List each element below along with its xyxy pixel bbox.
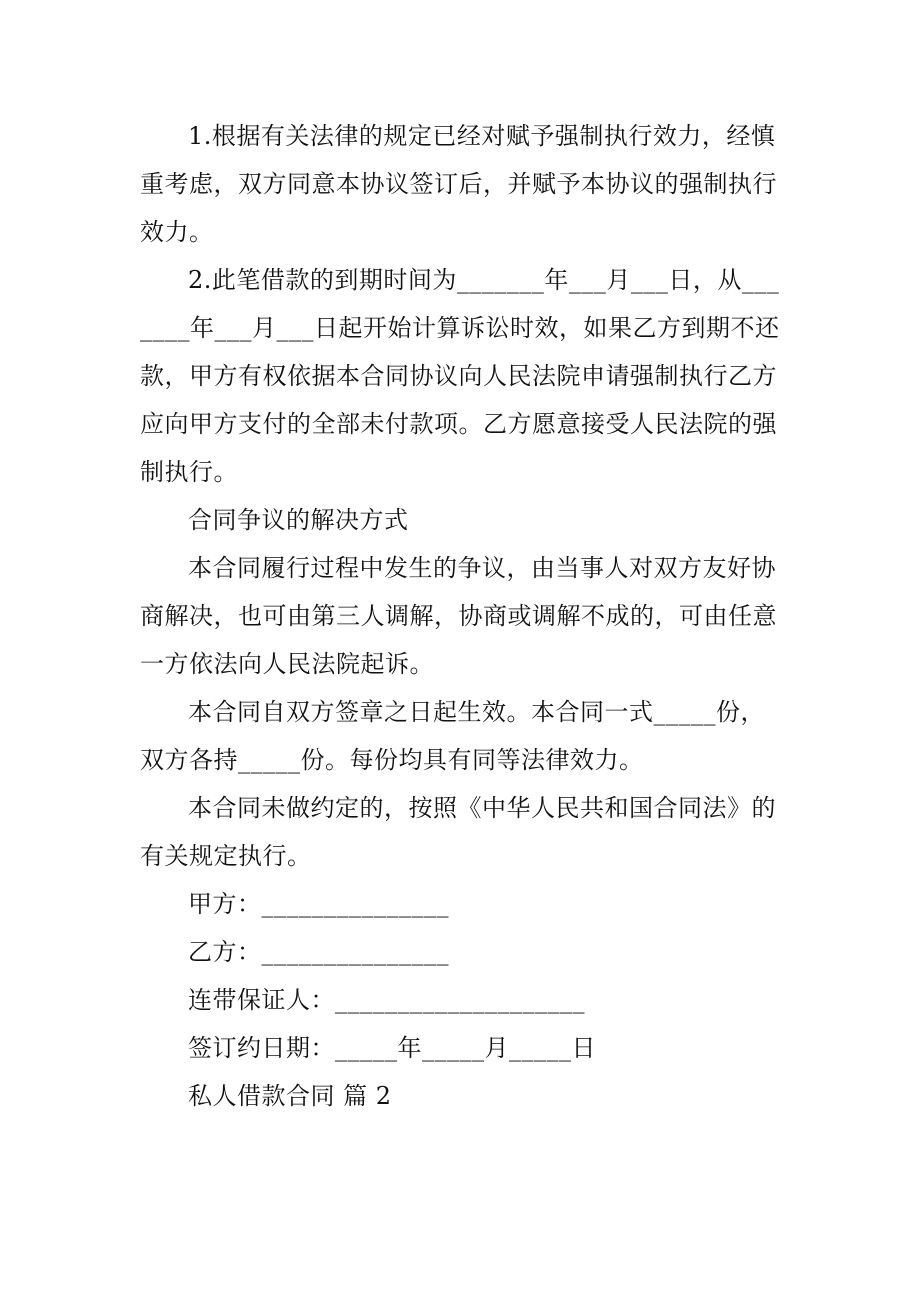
section-heading-dispute: 合同争议的解决方式 <box>188 506 409 534</box>
party-b-signature-line: 乙方：_______________ <box>188 938 449 966</box>
signing-date-line: 签订约日期：_____年_____月_____日 <box>188 1034 596 1062</box>
document-body <box>140 112 785 1120</box>
party-a-signature-line: 甲方：_______________ <box>188 890 449 918</box>
clause-law-paragraph: 本合同未做约定的，按照《中华人民共和国合同法》的有关规定执行。 <box>140 794 776 870</box>
clause-dispute-paragraph: 本合同履行过程中发生的争议，由当事人对双方友好协商解决，也可由第三人调解，协商或调解不成的，可由任意一方依法向人民法院起诉。 <box>140 554 777 678</box>
guarantor-signature-line: 连带保证人：____________________ <box>188 986 585 1014</box>
clause-effective-paragraph: 本合同自双方签章之日起生效。本合同一式_____份，双方各持_____份。每份均具有同等法律效力。 <box>140 698 765 774</box>
clause-due-date-paragraph: 2.此笔借款的到期时间为_______年___月___日，从_______年___月___日起开始计算诉讼时效，如果乙方到期不还款，甲方有权依据本合同协议向人民法院申请强制执行乙方应向甲方支付的全部未付款项。乙方愿意接受人民法院的强制执行。 <box>140 266 780 486</box>
next-section-title: 私人借款合同 篇 2 <box>188 1082 392 1110</box>
clause-enforcement-paragraph: 1.根据有关法律的规定已经对赋予强制执行效力，经慎重考虑，双方同意本协议签订后，并赋予本协议的强制执行效力。 <box>140 122 777 246</box>
